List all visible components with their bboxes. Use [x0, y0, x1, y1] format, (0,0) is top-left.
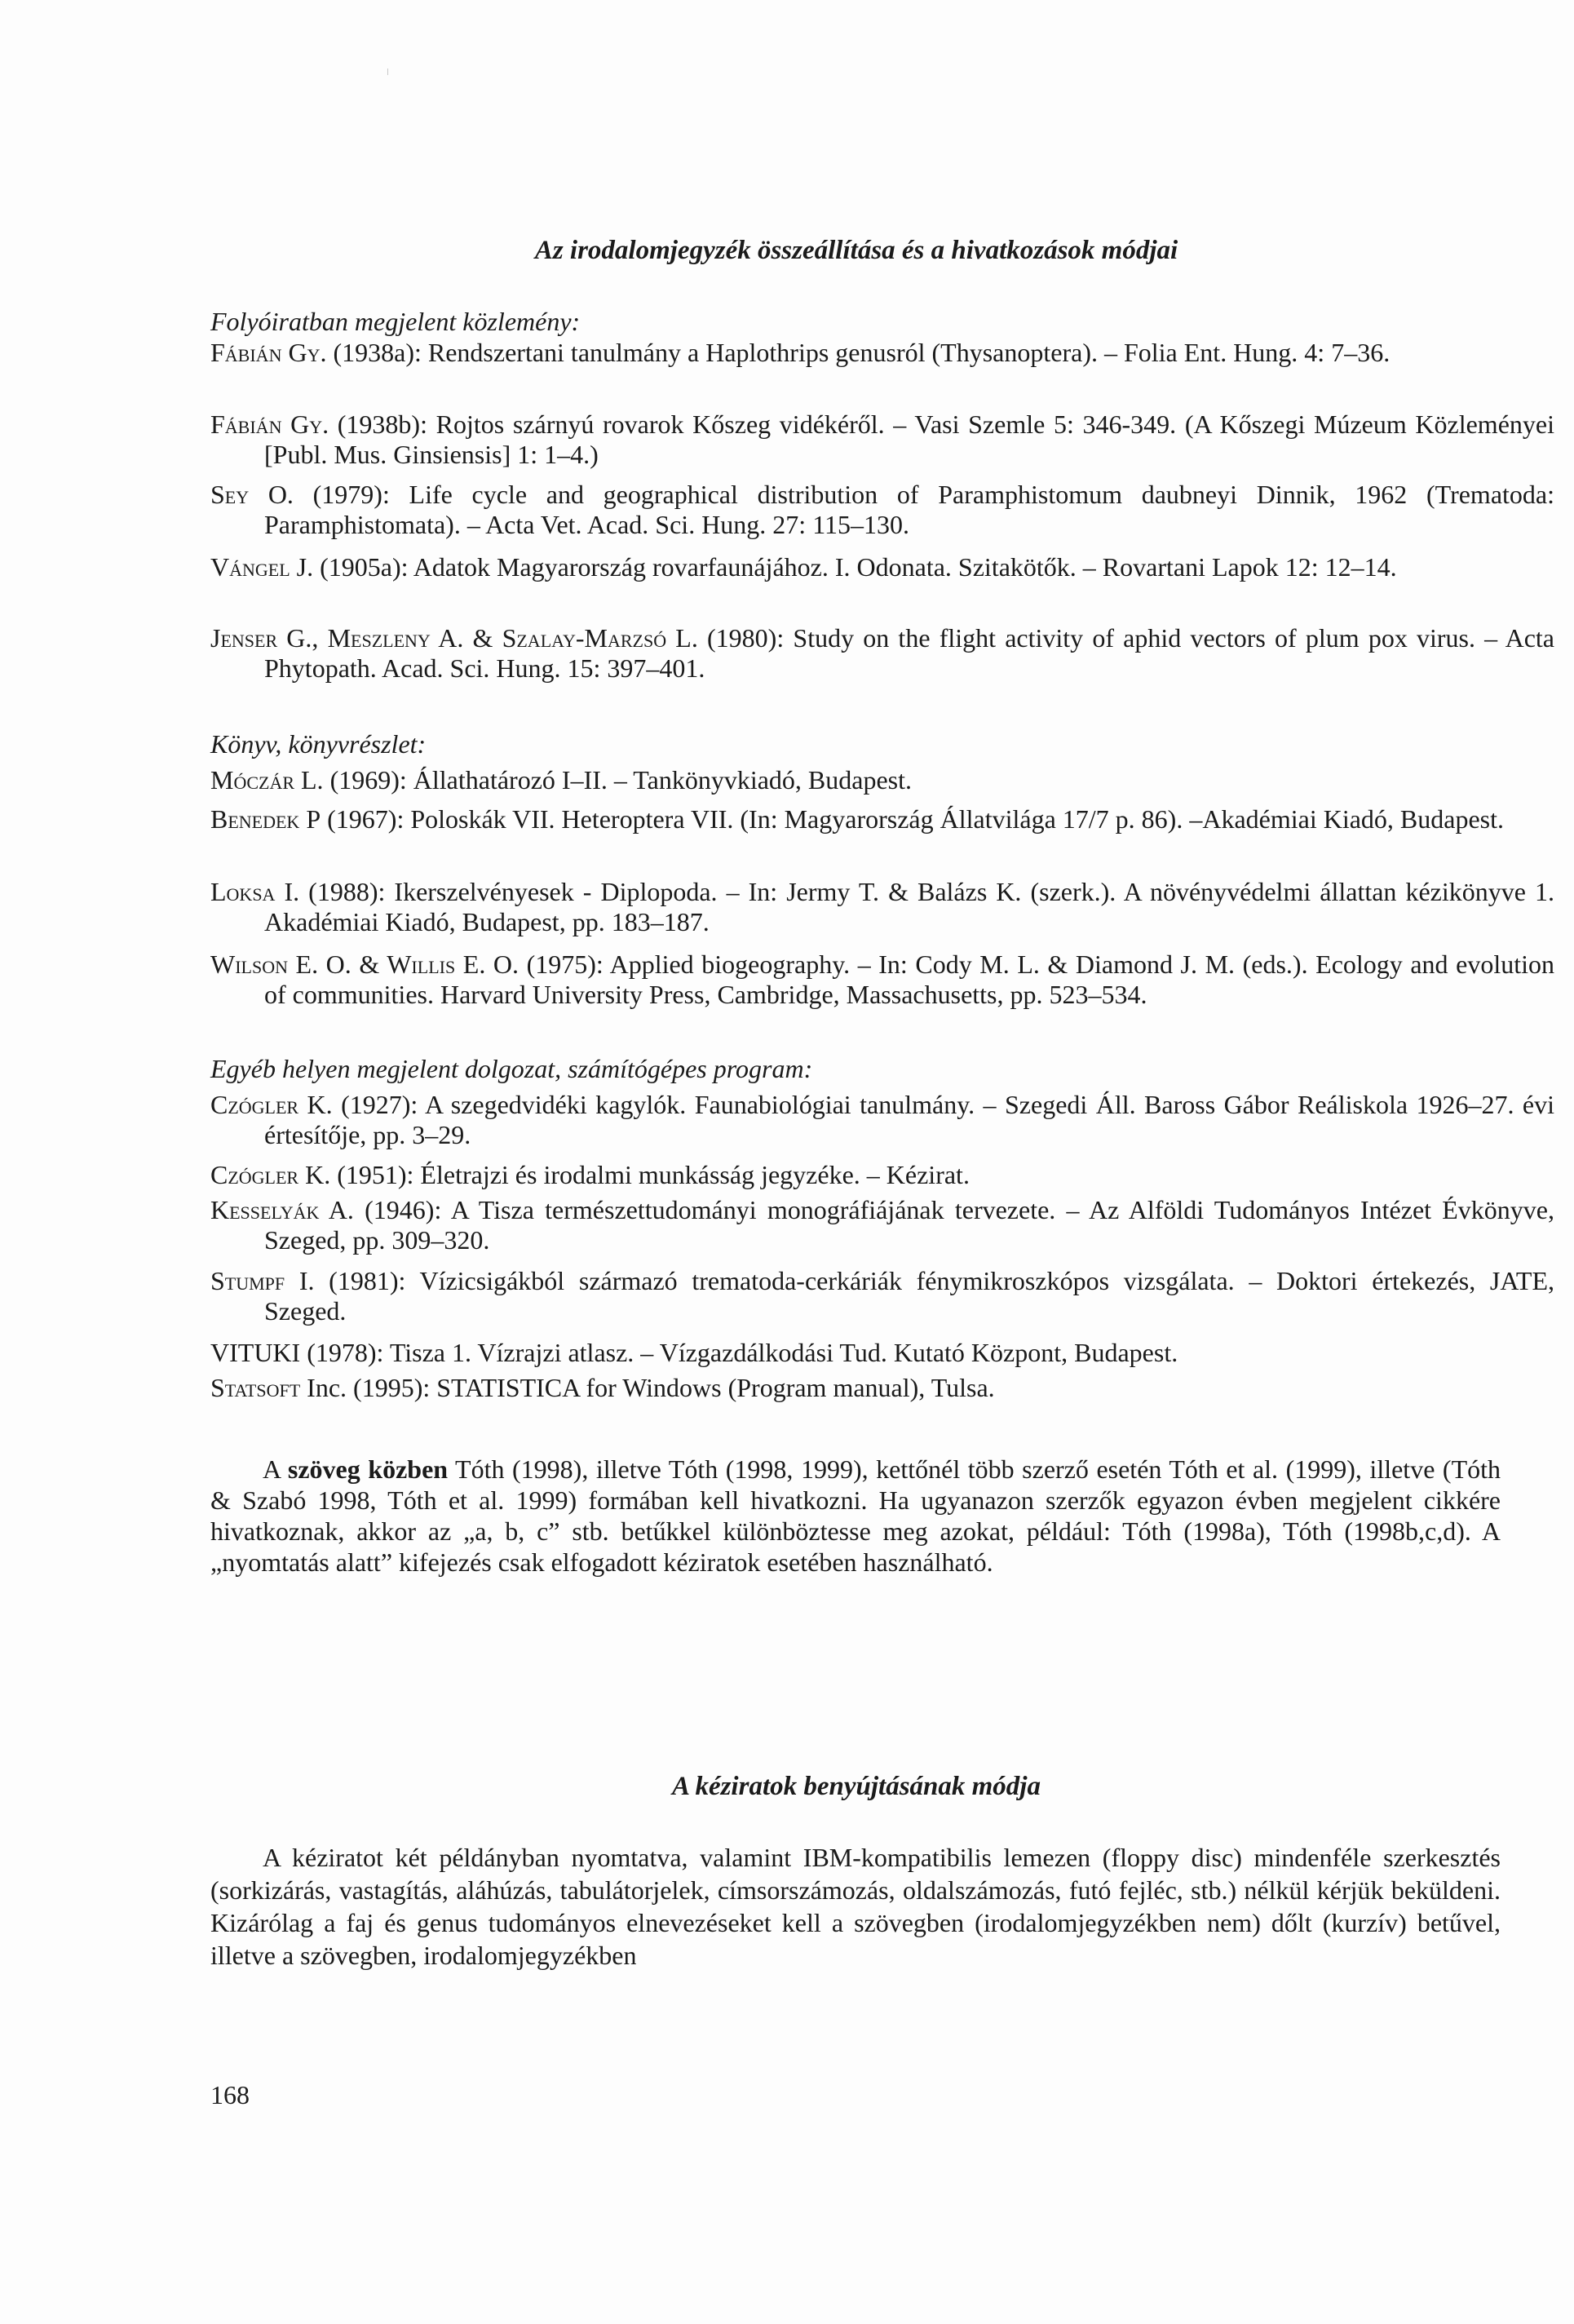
reference-entry: [210, 338, 1554, 368]
reference-entry: [210, 950, 1554, 1010]
reference-text: (1981): Vízicsigákból származó trematoda-cerkáriák fénymikroszkópos vizsgálata. – Doktori értekezés, JATE, Szeged.: [264, 1266, 1554, 1326]
reference-author: Wilson E. O. & Willis E. O.: [210, 950, 519, 979]
reference-text: (1967): Poloskák VII. Heteroptera VII. (In: Magyarország Állatvilága 17/7 p. 86). –Akadémiai Kiadó, Budapest.: [321, 804, 1505, 834]
reference-author: Kesselyák A.: [210, 1195, 354, 1224]
reference-entry: [210, 804, 1554, 834]
section-title-references: Az irodalomjegyzék összeállítása és a hivatkozások módjai: [534, 236, 1178, 265]
reference-entry: [210, 480, 1554, 540]
paragraph-text: Tóth (1998), illetve Tóth (1998, 1999), kettőnél több szerző esetén Tóth et al. (1999), illetve (Tóth & Szabó 1998, Tóth et al. 1999) formában kell hivatkozni. Ha ugyanazon szerzők egyazon évben megjelent cikkére hivatkoznak, akkor az „a, b, c” stb. betűkkel különböztesse meg azokat, például: Tóth (1998a), Tóth (1998b,c,d). A „nyomtatás alatt” kifejezés csak elfogadott kéziratok esetében használható.: [210, 1454, 1501, 1577]
reference-author: Jenser G., Meszleny A. & Szalay-Marzsó L.: [210, 623, 698, 653]
reference-text: (1979): Life cycle and geographical distribution of Paramphistomum daubneyi Dinnik, 1962 (Trematoda: Paramphistomata). – Acta Vet. Acad. Sci. Hung. 27: 115–130.: [264, 480, 1555, 539]
reference-entry: [210, 1266, 1554, 1326]
subheading-journal: Folyóiratban megjelent közlemény:: [210, 307, 581, 336]
citation-paragraph: [210, 1454, 1501, 1578]
reference-author: Czógler K.: [210, 1090, 333, 1119]
reference-text: (1978): Tisza 1. Vízrajzi atlasz. – Vízgazdálkodási Tud. Kutató Központ, Budapest.: [300, 1338, 1178, 1367]
reference-entry: [210, 623, 1554, 684]
page-number: 168: [210, 2080, 250, 2109]
reference-entry: [210, 877, 1554, 937]
reference-entry: [210, 765, 1554, 795]
submission-paragraph: A kéziratot két példányban nyomtatva, valamint IBM-kompatibilis lemezen (floppy disc) mindenféle szerkesztés (sorkizárás, vastagítás, aláhúzás, tabulátorjelek, címsorszámozás, oldalszámozás, futó fejléc, stb.) nélkül kérjük beküldeni. Kizárólag a faj és genus tudományos elnevezéseket kell a szövegben (irodalomjegyzékben nem) dőlt (kurzív) betűvel, illetve a szövegben, irodalomjegyzékben: [210, 1843, 1501, 1970]
section-title-submission: A kéziratok benyújtásának módja: [672, 1772, 1041, 1801]
reference-entry: [210, 1338, 1554, 1368]
reference-author: Vángel J.: [210, 552, 314, 582]
reference-text: (1938a): Rendszertani tanulmány a Haplothrips genusról (Thysanoptera). – Folia Ent. Hung. 4: 7–36.: [326, 338, 1391, 367]
reference-text: (1946): A Tisza természettudományi monográfiájának tervezete. – Az Alföldi Tudományos Intézet Évkönyve, Szeged, pp. 309–320.: [264, 1195, 1555, 1255]
reference-text: (1905a): Adatok Magyarország rovarfaunájához. I. Odonata. Szitakötők. – Rovartani Lapok 12: 12–14.: [313, 552, 1397, 582]
reference-text: (1975): Applied biogeography. – In: Cody M. L. & Diamond J. M. (eds.). Ecology and evolution of communities. Harvard University Press, Cambridge, Massachusetts, pp. 523–534.: [264, 950, 1554, 1009]
reference-entry: [210, 552, 1554, 582]
reference-author: Fábián Gy.: [210, 338, 327, 367]
reference-text: (1951): Életrajzi és irodalmi munkásság jegyzéke. – Kézirat.: [330, 1160, 970, 1189]
reference-author: Statsoft: [210, 1373, 301, 1402]
reference-text: (1988): Ikerszelvényesek - Diplopoda. – In: Jermy T. & Balázs K. (szerk.). A növényvédelmi állattan kézikönyve 1. Akadémiai Kiadó, Budapest, pp. 183–187.: [264, 877, 1554, 936]
reference-author: VITUKI: [210, 1338, 301, 1367]
reference-author: Czógler K.: [210, 1160, 331, 1189]
reference-author: Sey O.: [210, 480, 294, 509]
subheading-other: Egyéb helyen megjelent dolgozat, számítógépes program:: [210, 1054, 813, 1083]
reference-text: Inc. (1995): STATISTICA for Windows (Program manual), Tulsa.: [300, 1373, 995, 1402]
reference-entry: [210, 409, 1554, 470]
paragraph-text: A: [263, 1454, 288, 1484]
reference-author: Móczár L.: [210, 765, 324, 795]
reference-text: (1969): Állathatározó I–II. – Tankönyvkiadó, Budapest.: [323, 765, 912, 795]
reference-text: (1980): Study on the flight activity of aphid vectors of plum pox virus. – Acta Phytopath. Acad. Sci. Hung. 15: 397–401.: [264, 623, 1554, 683]
reference-author: Stumpf I.: [210, 1266, 315, 1295]
paragraph-bold-text: szöveg közben: [287, 1454, 449, 1484]
reference-entry: [210, 1195, 1554, 1255]
scan-mark: [387, 69, 388, 75]
reference-author: Benedek P: [210, 804, 321, 834]
reference-text: (1938b): Rojtos szárnyú rovarok Kőszeg vidékéről. – Vasi Szemle 5: 346-349. (A Kőszegi Múzeum Közleményei [Publ. Mus. Ginsiensis] 1: 1–4.): [264, 409, 1554, 469]
subheading-book: Könyv, könyvrészlet:: [210, 729, 427, 759]
reference-entry: [210, 1090, 1554, 1150]
reference-entry: [210, 1373, 1554, 1403]
reference-entry: [210, 1160, 1554, 1190]
reference-author: Fábián Gy.: [210, 409, 329, 439]
reference-text: (1927): A szegedvidéki kagylók. Faunabiológiai tanulmány. – Szegedi Áll. Baross Gábor Reáliskola 1926–27. évi értesítője, pp. 3–29.: [264, 1090, 1555, 1149]
reference-author: Loksa I.: [210, 877, 300, 906]
